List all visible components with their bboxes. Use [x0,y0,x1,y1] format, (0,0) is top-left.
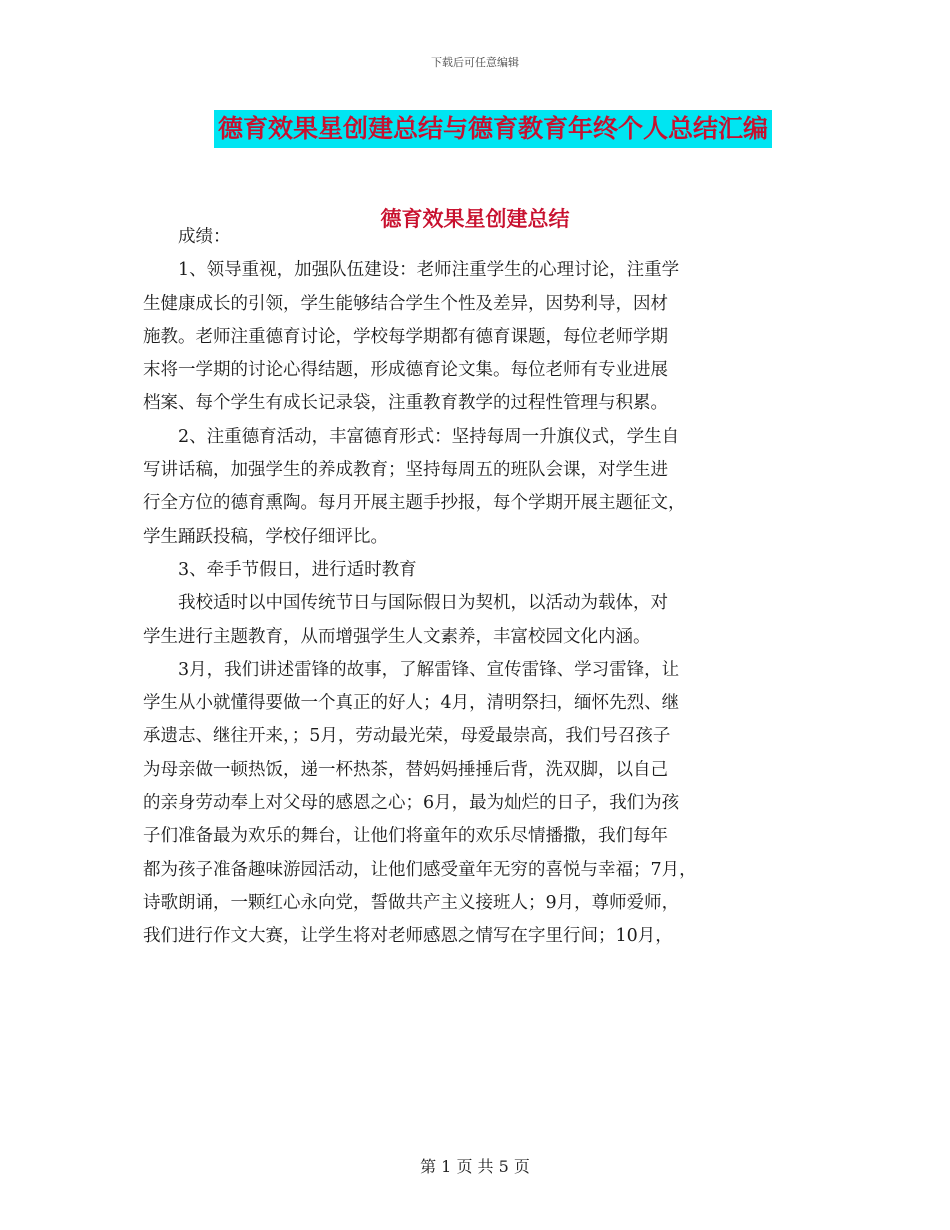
paragraph-line: 3、牵手节假日，进行适时教育 [178,559,417,580]
paragraph-line: 承遗志、继往开来，；5月，劳动最光荣，母爱最崇高，我们号召孩子 [143,726,671,747]
paragraph-line: 成绩： [178,227,231,247]
paragraph-line: 都为孩子准备趣味游园活动，让他们感受童年无穷的喜悦与幸福；7月， [143,859,697,880]
paragraph-line: 的亲身劳动奉上对父母的感恩之心；6月，最为灿烂的日子，我们为孩 [143,793,680,814]
paragraph-line: 档案、每个学生有成长记录袋，注重教育教学的过程性管理与积累。 [143,393,668,414]
paragraph-line: 施教。老师注重德育讨论，学校每学期都有德育课题，每位老师学期 [143,326,668,347]
paragraph-line: 3月，我们讲述雷锋的故事，了解雷锋、宣传雷锋、学习雷锋，让 [178,659,680,680]
paragraph-line: 末将一学期的讨论心得结题，形成德育论文集。每位老师有专业进展 [143,360,668,381]
paragraph-line: 学生进行主题教育，从而增强学生人文素养，丰富校园文化内涵。 [143,626,651,647]
paragraph-line: 生健康成长的引领，学生能够结合学生个性及差异，因势利导，因材 [143,293,668,314]
paragraph-line: 学生从小就懂得要做一个真正的好人；4月，清明祭扫，缅怀先烈、继 [143,693,680,714]
paragraph-line: 1、领导重视，加强队伍建设：老师注重学生的心理讨论，注重学 [178,260,680,281]
main-title: 德育效果星创建总结与德育教育年终个人总结汇编 [214,110,772,148]
paragraph-line: 学生踊跃投稿，学校仔细评比。 [143,526,388,547]
paragraph-line: 我们进行作文大赛，让学生将对老师感恩之情写在字里行间；10月， [143,926,673,947]
paragraph-line: 诗歌朗诵，一颗红心永向党，誓做共产主义接班人；9月，尊师爱师， [143,892,680,913]
page-footer: 第 1 页 共 5 页 [420,1157,530,1176]
paragraph-line: 为母亲做一顿热饭，递一杯热茶，替妈妈捶捶后背，洗双脚，以自己 [143,759,668,780]
paragraph-line: 2、注重德育活动，丰富德育形式：坚持每周一升旗仪式，学生自 [178,426,680,447]
paragraph-line: 子们准备最为欢乐的舞台，让他们将童年的欢乐尽情播撒，我们每年 [143,826,668,847]
section-title: 德育效果星创建总结 [380,207,570,231]
body-text [143,221,823,954]
paragraph-line: 行全方位的德育熏陶。每月开展主题手抄报，每个学期开展主题征文， [143,493,686,514]
paragraph-line: 我校适时以中国传统节日与国际假日为契机，以活动为载体，对 [178,593,668,614]
main-title-container [0,110,950,148]
paragraph-line: 写讲话稿，加强学生的养成教育；坚持每周五的班队会课，对学生进 [143,460,668,481]
page-header: 下载后可任意编辑 [431,56,519,69]
